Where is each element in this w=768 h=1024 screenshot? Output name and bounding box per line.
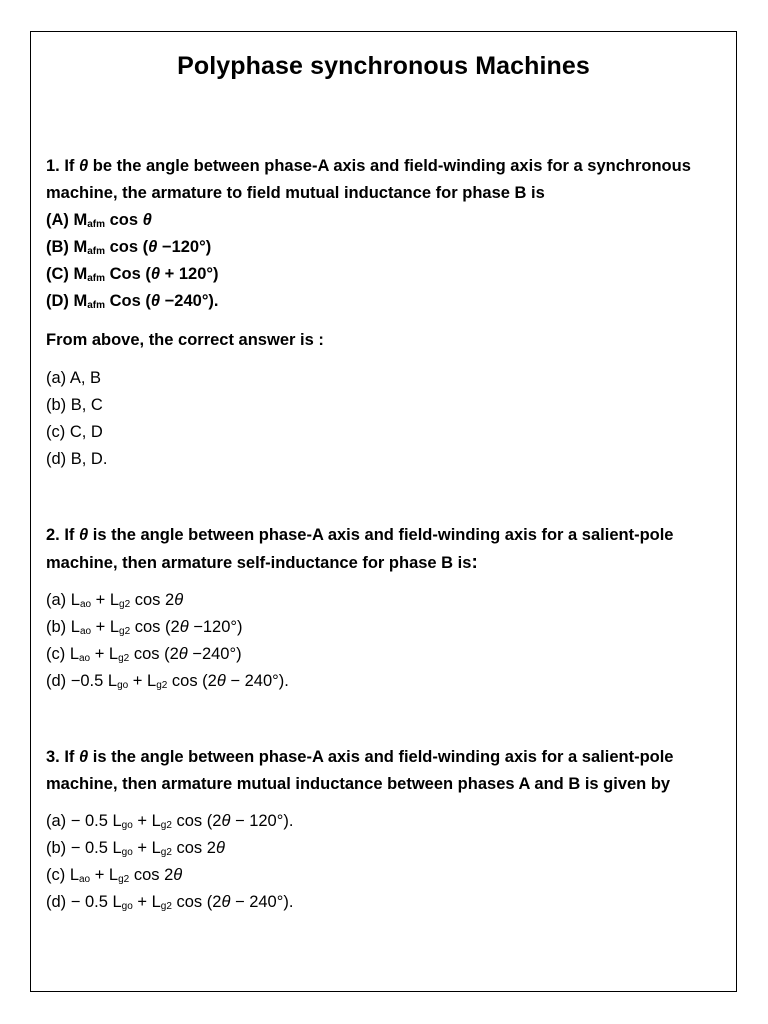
option-B: (B) $M_{afm}$ cos (θ −120°) xyxy=(46,238,212,257)
option-d: (d) − 0.5 $L_{go} + L_{g2}$ cos (2θ − 240°). xyxy=(46,893,294,912)
question-1-answers xyxy=(46,365,726,473)
theta-symbol: θ xyxy=(79,748,89,766)
option-a: (a) $L_{ao} + L_{g2}$ cos 2θ xyxy=(46,591,184,610)
theta-symbol: θ xyxy=(79,526,89,544)
option-a: (a) − 0.5 $L_{go} + L_{g2}$ cos (2θ − 120°). xyxy=(46,812,294,831)
answer-a: (a) A, B xyxy=(46,369,102,387)
question-1-prompt: From above, the correct answer is : xyxy=(46,331,324,349)
question-1-stem: 1. If θ be the angle between phase-A axis and field-winding axis for a synchronous machine, the armature to field mutual inductance for phase B is xyxy=(46,157,691,202)
option-b: (b) − 0.5 $L_{go} + L_{g2}$ cos 2θ xyxy=(46,839,225,858)
answer-d: (d) B, D. xyxy=(46,450,108,468)
document-page xyxy=(30,31,737,992)
option-A: (A) $M_{afm}$ cos θ xyxy=(46,211,152,230)
question-3-stem: 3. If θ is the angle between phase-A axis and field-winding axis for a salient-pole machine, then armature mutual inductance between phases A and B is given by xyxy=(46,748,674,793)
option-c: (c) $L_{ao} + L_{g2}$ cos 2θ xyxy=(46,866,183,885)
answer-b: (b) B, C xyxy=(46,396,103,414)
option-D: (D) $M_{afm}$ Cos (θ −240°). xyxy=(46,292,219,311)
option-c: (c) $L_{ao} + L_{g2}$ cos (2θ −240°) xyxy=(46,645,242,664)
question-2-stem: 2. If θ is the angle between phase-A axis and field-winding axis for a salient-pole machine, then armature self-inductance for phase B is: xyxy=(46,526,674,573)
question-2-options xyxy=(46,587,726,695)
theta-symbol: θ xyxy=(79,157,89,175)
question-1-options xyxy=(46,207,726,315)
option-C: (C) $M_{afm}$ Cos (θ + 120°) xyxy=(46,265,219,284)
answer-c: (c) C, D xyxy=(46,423,103,441)
option-b: (b) $L_{ao} + L_{g2}$ cos (2θ −120°) xyxy=(46,618,243,637)
option-d: (d) −0.5 $L_{go} + L_{g2}$ cos (2θ − 240°). xyxy=(46,672,289,691)
question-3-options xyxy=(46,808,726,916)
page-title: Polyphase synchronous Machines xyxy=(177,52,590,80)
